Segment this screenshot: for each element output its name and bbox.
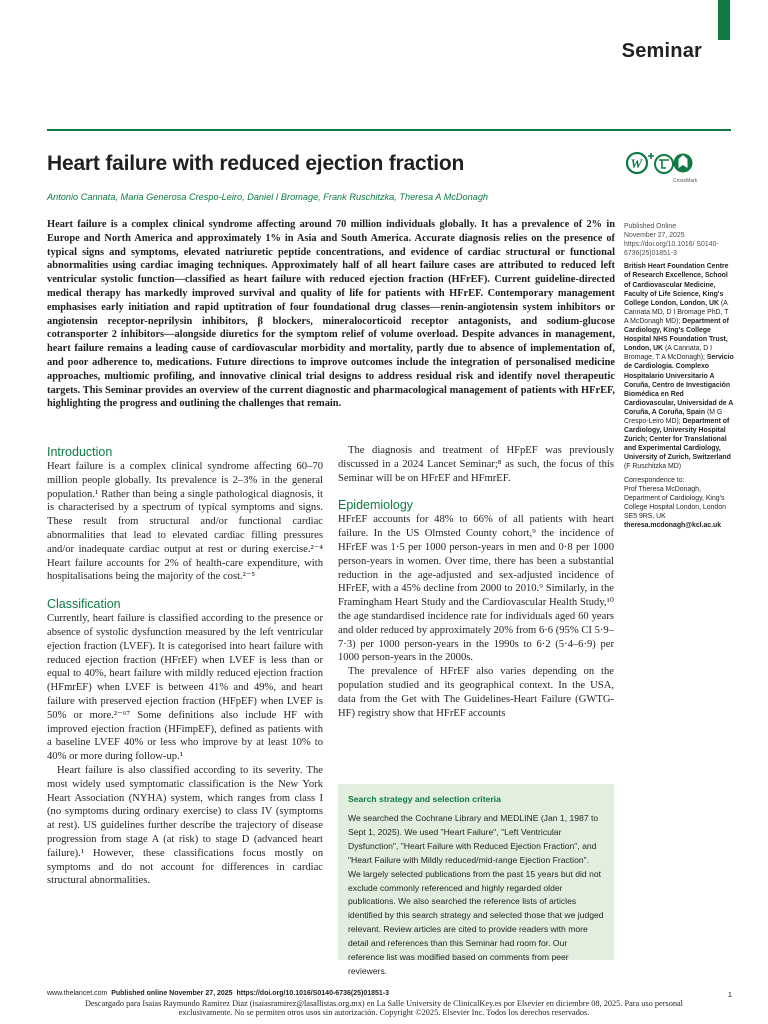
epidemiology-heading: Epidemiology [338,498,414,513]
affiliation-3: Servicio de Cardiología. Complexo Hospitalario Universitario A Coruña, Centro de Investigación Biomédica en Red Cardiovascular, Universidad de A Coruña, A Coruña, Spain [624,354,734,416]
affiliations [624,262,734,471]
introduction-paragraph: Heart failure is a complex clinical syndrome affecting 60–70 million people globally. Its prevalence is 2–3% in the general population.¹ Rather than being a single pathological diagnosis, it is characterised by a spectrum of typical symptoms and signs. These result from structural and/or functional cardiac abnormalities that lead to elevated cardiac filling pressures and/or inadequate cardiac output at rest or during exercise.²⁻⁴ Heart failure accounts for 2% of health-care expenditure, with hospitalisations being the majority of the cost.²⁻⁵ [47,461,323,583]
classification-heading: Classification [47,597,121,612]
affiliation-1-authors: (A Cannata MD, D I Bromage PhD, T A McDonagh MD); [624,299,729,325]
page-number: 1 [727,990,732,999]
article-info-sidebar [624,222,734,530]
affiliation-1: British Heart Foundation Centre of Research Excellence, School of Cardiovascular Medicine, Faculty of Life Science, King's College London, London, UK [624,263,729,307]
affiliation-4-authors: (F Ruschitzka MD) [624,463,682,471]
affiliation-3-authors: (M G Crespo-Leiro MD); [624,408,723,425]
section-label: Seminar [621,40,702,62]
hfpef-lead-paragraph: The diagnosis and treatment of HFpEF was previously discussed in a 2024 Lancet Seminar;⁸ as such, the focus of this Seminar will be on HFrEF and HFmrEF. [338,445,614,484]
svg-text:CrossMark: CrossMark [673,178,698,184]
search-strategy-heading: Search strategy and selection criteria [348,794,501,804]
correspondence-email[interactable]: theresa.mcdonagh@kcl.ac.uk [624,522,722,529]
epidemiology-paragraph-2: The prevalence of HFrEF also varies depending on the population studied and its geographical context. In the USA, data from the Get with The Guidelines-Heart Failure (GWTG-HF) registry show that HFrEF accounts [338,666,614,719]
body-column-right [338,444,614,720]
published-online-label: Published Online [624,223,677,230]
page-footer [47,990,389,997]
correspondence-label: Correspondence to: [624,476,685,484]
svg-text:W: W [630,156,643,171]
section-color-tab [718,0,730,40]
check-for-updates-icon[interactable] [626,150,698,190]
classification-paragraph-1: Currently, heart failure is classified according to the presence or absence of systolic dysfunction measured by the left ventricular ejection fraction (LVEF). It is categorised into heart failure with reduced ejection fraction (HFrEF) when LVEF is less than or equal to 40%, heart failure with mildly reduced ejection fraction (HFmrEF) when LVEF is between 41% and 49%, and heart failure with preserved ejection fraction (HFpEF) when LVEF is 50% or more.²⁻⁶⁷ Some definitions also include HF with improved ejection fraction (HFimpEF), defined as patients with a baseline LVEF 40% or less who improve by at least 10% to 40% or more during follow-up.¹ [47,613,323,763]
affiliation-2: Department of Cardiology, King's College Hospital NHS Foundation Trust, London, UK [624,317,729,353]
header-rule [47,129,731,131]
sidebar-doi[interactable]: https://doi.org/10.1016/ S0140-6736(25)01851-3 [624,241,719,258]
download-notice: Descargado para Isaias Raymundo Ramirez Diaz (isaiasramirez@lasallistas.org.mx) en La Salle University de ClinicalKey.es por Elsevier en diciembre 08, 2025. Para uso personal exclusivamente. No se permiten otros usos sin autorización. Copyright ©2025. Elsevier Inc. Todos los derechos reservados. [85,999,683,1018]
journal-site-link[interactable]: www.thelancet.com [47,990,108,997]
abstract: Heart failure is a complex clinical syndrome affecting around 70 million individuals globally. It has a prevalence of 2% in Europe and North America and approximately 1% in Asia and South America. Accurate diagnosis relies on the presence of typical signs and symptoms, elevated natriuretic peptide concentrations, and evidence of cardiac structural or functional abnormalities using cardiac imaging techniques. Approximately half of all heart failure cases are attributed to reduced left ventricular systolic function—classified as heart failure with reduced ejection fraction (HFrEF). Current guideline-directed medical therapy has markedly improved survival and quality of life for patients with HFrEF. Contemporary management emphasises early initiation and rapid uptitration of four foundational drug classes—renin-angiotensin system inhibitors or angiotensin receptor-neprilysin inhibitors, β blockers, mineralocorticoid receptor antagonists, and sodium-glucose cotransporter 2 inhibitors—alongside diuretics for the symptom relief of volume overload. Despite advances in management, heart failure remains a leading cause of cardiovascular morbidity and mortality, partly due to absence of implementation of, and poor adherence to, medications. Future directions to improve outcomes include the integration of personalised medicine approaches, multiomic profiling, and innovative clinical trial designs to address residual risk and identify novel therapeutic targets. This Seminar provides an overview of the current diagnostic and pharmacological management of patients with HFrEF, highlighting the progress and outlining the challenges that remain. [47,219,615,410]
search-strategy-text: We searched the Cochrane Library and MEDLINE (Jan 1, 1987 to Sept 1, 2025). We used "Heart Failure", "Left Ventricular Dysfunction", "Heart Failure with Reduced Ejection Fraction", and "Heart Failure with Mildly reduced/mid-range Ejection Fraction". We largely selected publications from the past 15 years but did not exclude commonly referenced and highly regarded older publications. We also searched the reference lists of articles identified by this search strategy and selected those that we judged relevant. Review articles are cited to provide readers with more detail and references than this Seminar had room for. Our reference list was modified based on comments from peer reviewers. [348,813,604,976]
article-title: Heart failure with reduced ejection fraction [47,152,465,175]
body-column-left [47,444,323,888]
footer-published: Published online November 27, 2025 [111,990,233,997]
epidemiology-paragraph-1: HFrEF accounts for 48% to 66% of all patients with heart failure. In the US Olmsted County cohort,⁹ the incidence of HFrEF was 1·5 per 1000 person-years in men and 0·8 per 1000 person-years in women. Over time, there has been a substantial reduction in the age-adjusted and sex-adjusted incidence of HFrEF, with a 45% decline from 2000 to 2010.⁹ Similarly, in the Framingham Heart Study and the Cardiovascular Health Study,¹⁰ the age standardised incidence rate for individuals aged 60 years and older reduced by approximately 20% from 6·6 (95% CI 5·9–7·3) per 1000 person-years in the 1990s to 6·2 (5·4–6·9) per 1000 person-years in the 2000s. [338,514,614,664]
affiliation-4: Department of Cardiology, University Hospital Zurich; Center for Translational and Experimental Cardiology, University of Zurich, Switzerland [624,417,731,462]
classification-paragraph-2: Heart failure is also classified according to its severity. The most widely used symptomatic classification is the New York Heart Association (NYHA) system, which ranges from class I (no symptoms during ordinary exercise) to class IV (symptoms at rest). US guidelines further describe the trajectory of disease progression from stage A (at risk) to stage D (advanced heart failure).¹ However, these classifications focus mostly on symptoms and do not account for differences in cardiac structural abnormalities. [47,764,323,887]
article-badges [626,150,698,190]
footer-doi[interactable]: https://doi.org/10.1016/S0140-6736(25)01851-3 [236,990,390,997]
affiliation-2-authors: (A Cannata, D I Bromage, T A McDonagh); [624,345,713,362]
introduction-heading: Introduction [47,445,113,459]
author-list: Antonio Cannata, Maria Generosa Crespo-Leiro, Daniel I Bromage, Frank Ruschitzka, Theresa A McDonagh [47,192,489,202]
published-date: November 27, 2025 [624,232,685,240]
search-strategy-panel [338,784,614,976]
correspondence-address: Prof Theresa McDonagh, Department of Cardiology, King's College Hospital London, London SE5 9RS, UK [624,485,726,520]
